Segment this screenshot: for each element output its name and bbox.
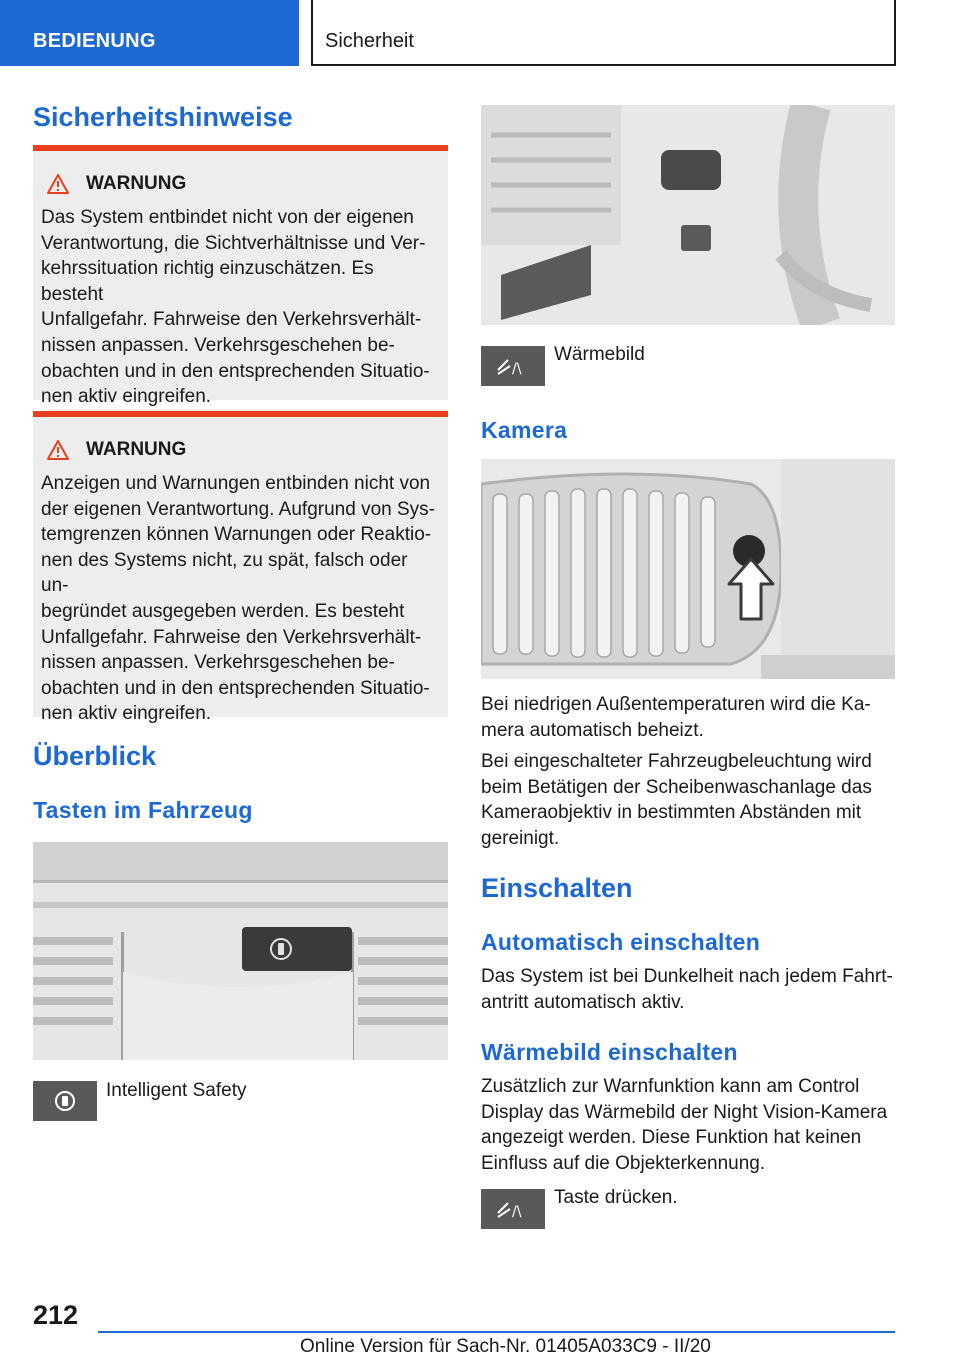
caption-intelligent-safety: Intelligent Safety	[106, 1080, 247, 1101]
heading-switch-on: Einschalten	[481, 873, 633, 903]
press-button-text: Taste drücken.	[554, 1187, 678, 1208]
night-vision-button-icon	[481, 1189, 545, 1229]
online-version-note: Online Version für Sach-Nr. 01405A033C9 - II/20	[300, 1336, 711, 1357]
automatic-activation-text: Das System ist bei Dunkelheit nach jedem Fahrt‐ antritt automatisch aktiv.	[481, 966, 893, 1013]
svg-text:/\: /\	[512, 1204, 522, 1219]
intelligent-safety-button-icon	[33, 1081, 97, 1121]
svg-text:/\: /\	[512, 361, 522, 376]
camera-cleaning-text: Bei eingeschalteter Fahrzeugbeleuchtung wird beim Betätigen der Scheibenwaschanlage das Kameraobjektiv in bestimmten Abständen mit gereinigt.	[481, 751, 872, 849]
subheading-buttons-in-vehicle: Tasten im Fahrzeug	[33, 797, 253, 823]
warning-triangle-icon	[47, 174, 69, 194]
page-number: 212	[33, 1300, 79, 1330]
heading-overview: Überblick	[33, 741, 157, 771]
caption-thermal-image: Wärmebild	[554, 344, 645, 365]
camera-heating-text: Bei niedrigen Außentemperaturen wird die Ka‐ mera automatisch beheizt.	[481, 694, 871, 741]
night-vision-button-icon	[481, 346, 545, 386]
page-topic: Sicherheit	[311, 0, 896, 66]
footer-divider	[98, 1331, 895, 1333]
warning-text-1: Das System entbindet nicht von der eigenen Verantwortung, die Sichtverhältnisse und Ver‐ kehrssituation richtig einzuschätzen. Es besteht Unfallgefahr. Fahrweise den Verkehrsverhält‐ nissen anpassen. Verkehrsgeschehen be‐ obachten und in den entsprechenden Situatio‐ nen aktiv eingreifen.	[41, 207, 430, 408]
dashboard-button-photo	[33, 842, 448, 1060]
warning-title-2	[47, 437, 440, 463]
warning-label: WARNUNG	[86, 439, 187, 460]
warning-box-1	[33, 145, 448, 408]
steering-column-photo	[481, 105, 895, 325]
section-tab: BEDIENUNG	[0, 0, 299, 66]
warning-triangle-icon	[47, 440, 69, 460]
camera-grille-photo	[481, 459, 895, 679]
thermal-activation-text: Zusätzlich zur Warnfunktion kann am Control Display das Wärmebild der Night Vision-Kamera angezeigt werden. Diese Funktion hat keinen Einfluss auf die Objekterkennung.	[481, 1076, 888, 1174]
subheading-thermal-activation: Wärmebild einschalten	[481, 1039, 738, 1065]
subheading-automatic-activation: Automatisch einschalten	[481, 929, 761, 955]
heading-safety-notes: Sicherheitshinweise	[33, 102, 293, 132]
warning-title-1	[47, 171, 440, 197]
warning-box-2	[33, 411, 448, 725]
warning-text-2: Anzeigen und Warnungen entbinden nicht von der eigenen Verantwortung. Aufgrund von Sys‐ temgrenzen können Warnungen oder Reaktio‐ nen des Systems nicht, zu spät, falsch oder un‐ begründet ausgegeben werden. Es besteht Unfallgefahr. Fahrweise den Verkehrsverhält‐ nissen anpassen. Verkehrsgeschehen be‐ obachten und in den entsprechenden Situatio‐ nen aktiv eingreifen.	[41, 473, 435, 725]
subheading-camera: Kamera	[481, 417, 568, 443]
warning-label: WARNUNG	[86, 173, 187, 194]
